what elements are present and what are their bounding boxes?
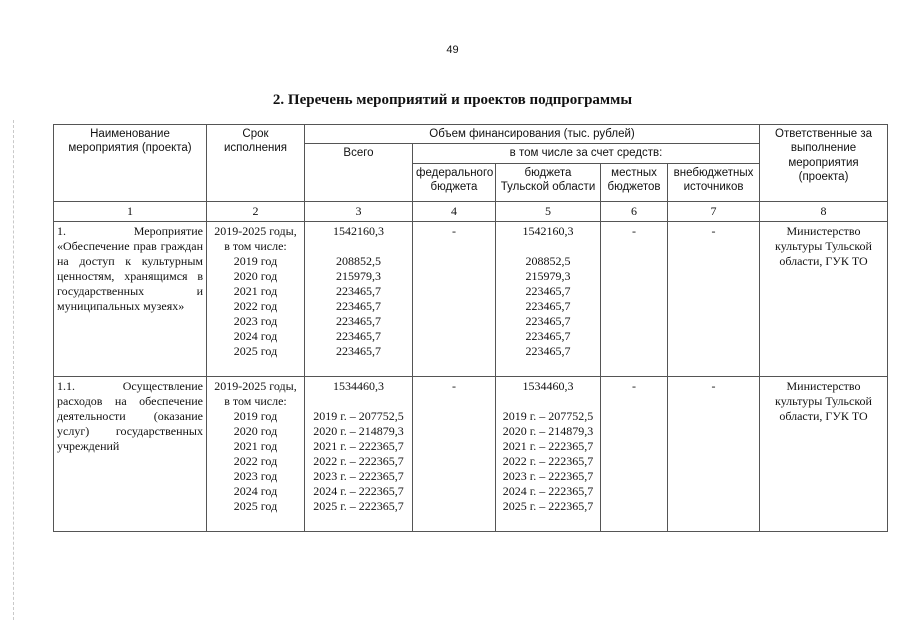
federal-cell: - (413, 376, 496, 531)
col-number-4: 4 (413, 201, 496, 221)
regional-line: 215979,3 (525, 268, 571, 283)
term-line: 2023 год (233, 468, 278, 483)
header-total: Всего (305, 144, 413, 201)
term-line: 2019-2025 годы, (214, 223, 297, 238)
total-line: 2025 г. – 222365,7 (313, 498, 404, 513)
responsible-cell: Министерство культуры Тульской области, ГУК ТО (760, 221, 888, 376)
regional-line: 1534460,3 (522, 378, 574, 393)
term-line: 2021 год (233, 283, 278, 298)
measures-table (53, 124, 888, 532)
header-row-1 (54, 125, 888, 144)
term-line: 2020 год (233, 268, 278, 283)
total-line: 223465,7 (336, 328, 381, 343)
measure-name: 1.1. Осуществление расходов на обеспечение деятельности (оказание услуг) государственных учреждений (54, 376, 207, 531)
col-number-5: 5 (496, 201, 601, 221)
total-line: 2023 г. – 222365,7 (313, 468, 404, 483)
term-line: 2022 год (233, 298, 278, 313)
term-line: 2025 год (233, 343, 278, 358)
header-name: Наименование мероприятия (проекта) (54, 125, 207, 202)
regional-line: 2022 г. – 222365,7 (502, 453, 594, 468)
regional-line (499, 239, 597, 254)
total-line: 2019 г. – 207752,5 (313, 408, 404, 423)
total-line: 1542160,3 (333, 223, 384, 238)
term-cell (207, 221, 305, 376)
total-line: 223465,7 (336, 313, 381, 328)
term-line: 2019 год (233, 408, 278, 423)
regional-line: 223465,7 (525, 298, 571, 313)
total-line: 223465,7 (336, 283, 381, 298)
regional-cell (496, 221, 601, 376)
regional-line: 2024 г. – 222365,7 (502, 483, 594, 498)
col-number-2: 2 (207, 201, 305, 221)
responsible-cell: Министерство культуры Тульской области, ГУК ТО (760, 376, 888, 531)
regional-cell (496, 376, 601, 531)
regional-line: 223465,7 (525, 313, 571, 328)
term-line: 2024 год (233, 483, 278, 498)
header-offbudget: внебюджетных источников (668, 163, 760, 201)
local-cell: - (601, 376, 668, 531)
total-line: 215979,3 (336, 268, 381, 283)
header-responsible: Ответственные за выполнение мероприятия (проекта) (760, 125, 888, 202)
term-line: 2019 год (233, 253, 278, 268)
header-term: Срок исполнения (207, 125, 305, 202)
col-number-6: 6 (601, 201, 668, 221)
regional-line: 223465,7 (525, 343, 571, 358)
total-line: 223465,7 (336, 298, 381, 313)
header-regional: бюджета Тульской области (496, 163, 601, 201)
regional-line: 2023 г. – 222365,7 (502, 468, 594, 483)
regional-line: 2021 г. – 222365,7 (502, 438, 594, 453)
table-row (54, 376, 888, 531)
total-line: 2021 г. – 222365,7 (313, 438, 404, 453)
header-volume: Объем финансирования (тыс. рублей) (305, 125, 760, 144)
term-line: 2023 год (233, 313, 278, 328)
total-cell (305, 376, 413, 531)
total-line: 1534460,3 (333, 378, 384, 393)
page-number: 49 (446, 44, 459, 56)
table-row (54, 221, 888, 376)
regional-line (499, 394, 597, 409)
offbudget-cell: - (668, 221, 760, 376)
column-numbers-row (54, 201, 888, 221)
header-including: в том числе за счет средств: (413, 144, 760, 163)
local-cell: - (601, 221, 668, 376)
col-number-8: 8 (760, 201, 888, 221)
term-line: 2019-2025 годы, (214, 378, 297, 393)
total-cell (305, 221, 413, 376)
col-number-3: 3 (305, 201, 413, 221)
offbudget-cell: - (668, 376, 760, 531)
regional-line: 223465,7 (525, 283, 571, 298)
header-local: местных бюджетов (601, 163, 668, 201)
federal-cell: - (413, 221, 496, 376)
regional-line: 2019 г. – 207752,5 (502, 408, 594, 423)
regional-line: 2020 г. – 214879,3 (502, 423, 594, 438)
term-line: 2025 год (233, 498, 278, 513)
term-cell (207, 376, 305, 531)
total-line: 223465,7 (336, 343, 381, 358)
term-line: 2024 год (233, 328, 278, 343)
regional-line: 2025 г. – 222365,7 (502, 498, 594, 513)
term-line: 2022 год (233, 453, 278, 468)
col-number-1: 1 (54, 201, 207, 221)
total-line (308, 239, 409, 254)
term-line: в том числе: (224, 238, 287, 253)
page-title: 2. Перечень мероприятий и проектов подпрограммы (272, 92, 633, 108)
total-line: 2022 г. – 222365,7 (313, 453, 404, 468)
term-line: в том числе: (224, 393, 287, 408)
total-line: 2020 г. – 214879,3 (313, 423, 404, 438)
total-line: 2024 г. – 222365,7 (313, 483, 404, 498)
header-federal: федерального бюджета (413, 163, 496, 201)
term-line: 2021 год (233, 438, 278, 453)
total-line (308, 394, 409, 409)
total-line: 208852,5 (336, 253, 381, 268)
regional-line: 223465,7 (525, 328, 571, 343)
regional-line: 1542160,3 (522, 223, 574, 238)
regional-line: 208852,5 (525, 253, 571, 268)
term-line: 2020 год (233, 423, 278, 438)
margin-line (13, 120, 14, 620)
measure-name: 1. Мероприятие «Обеспечение прав граждан на доступ к культурным ценностям, хранящимся в государственных и муниципальных музеях» (54, 221, 207, 376)
col-number-7: 7 (668, 201, 760, 221)
